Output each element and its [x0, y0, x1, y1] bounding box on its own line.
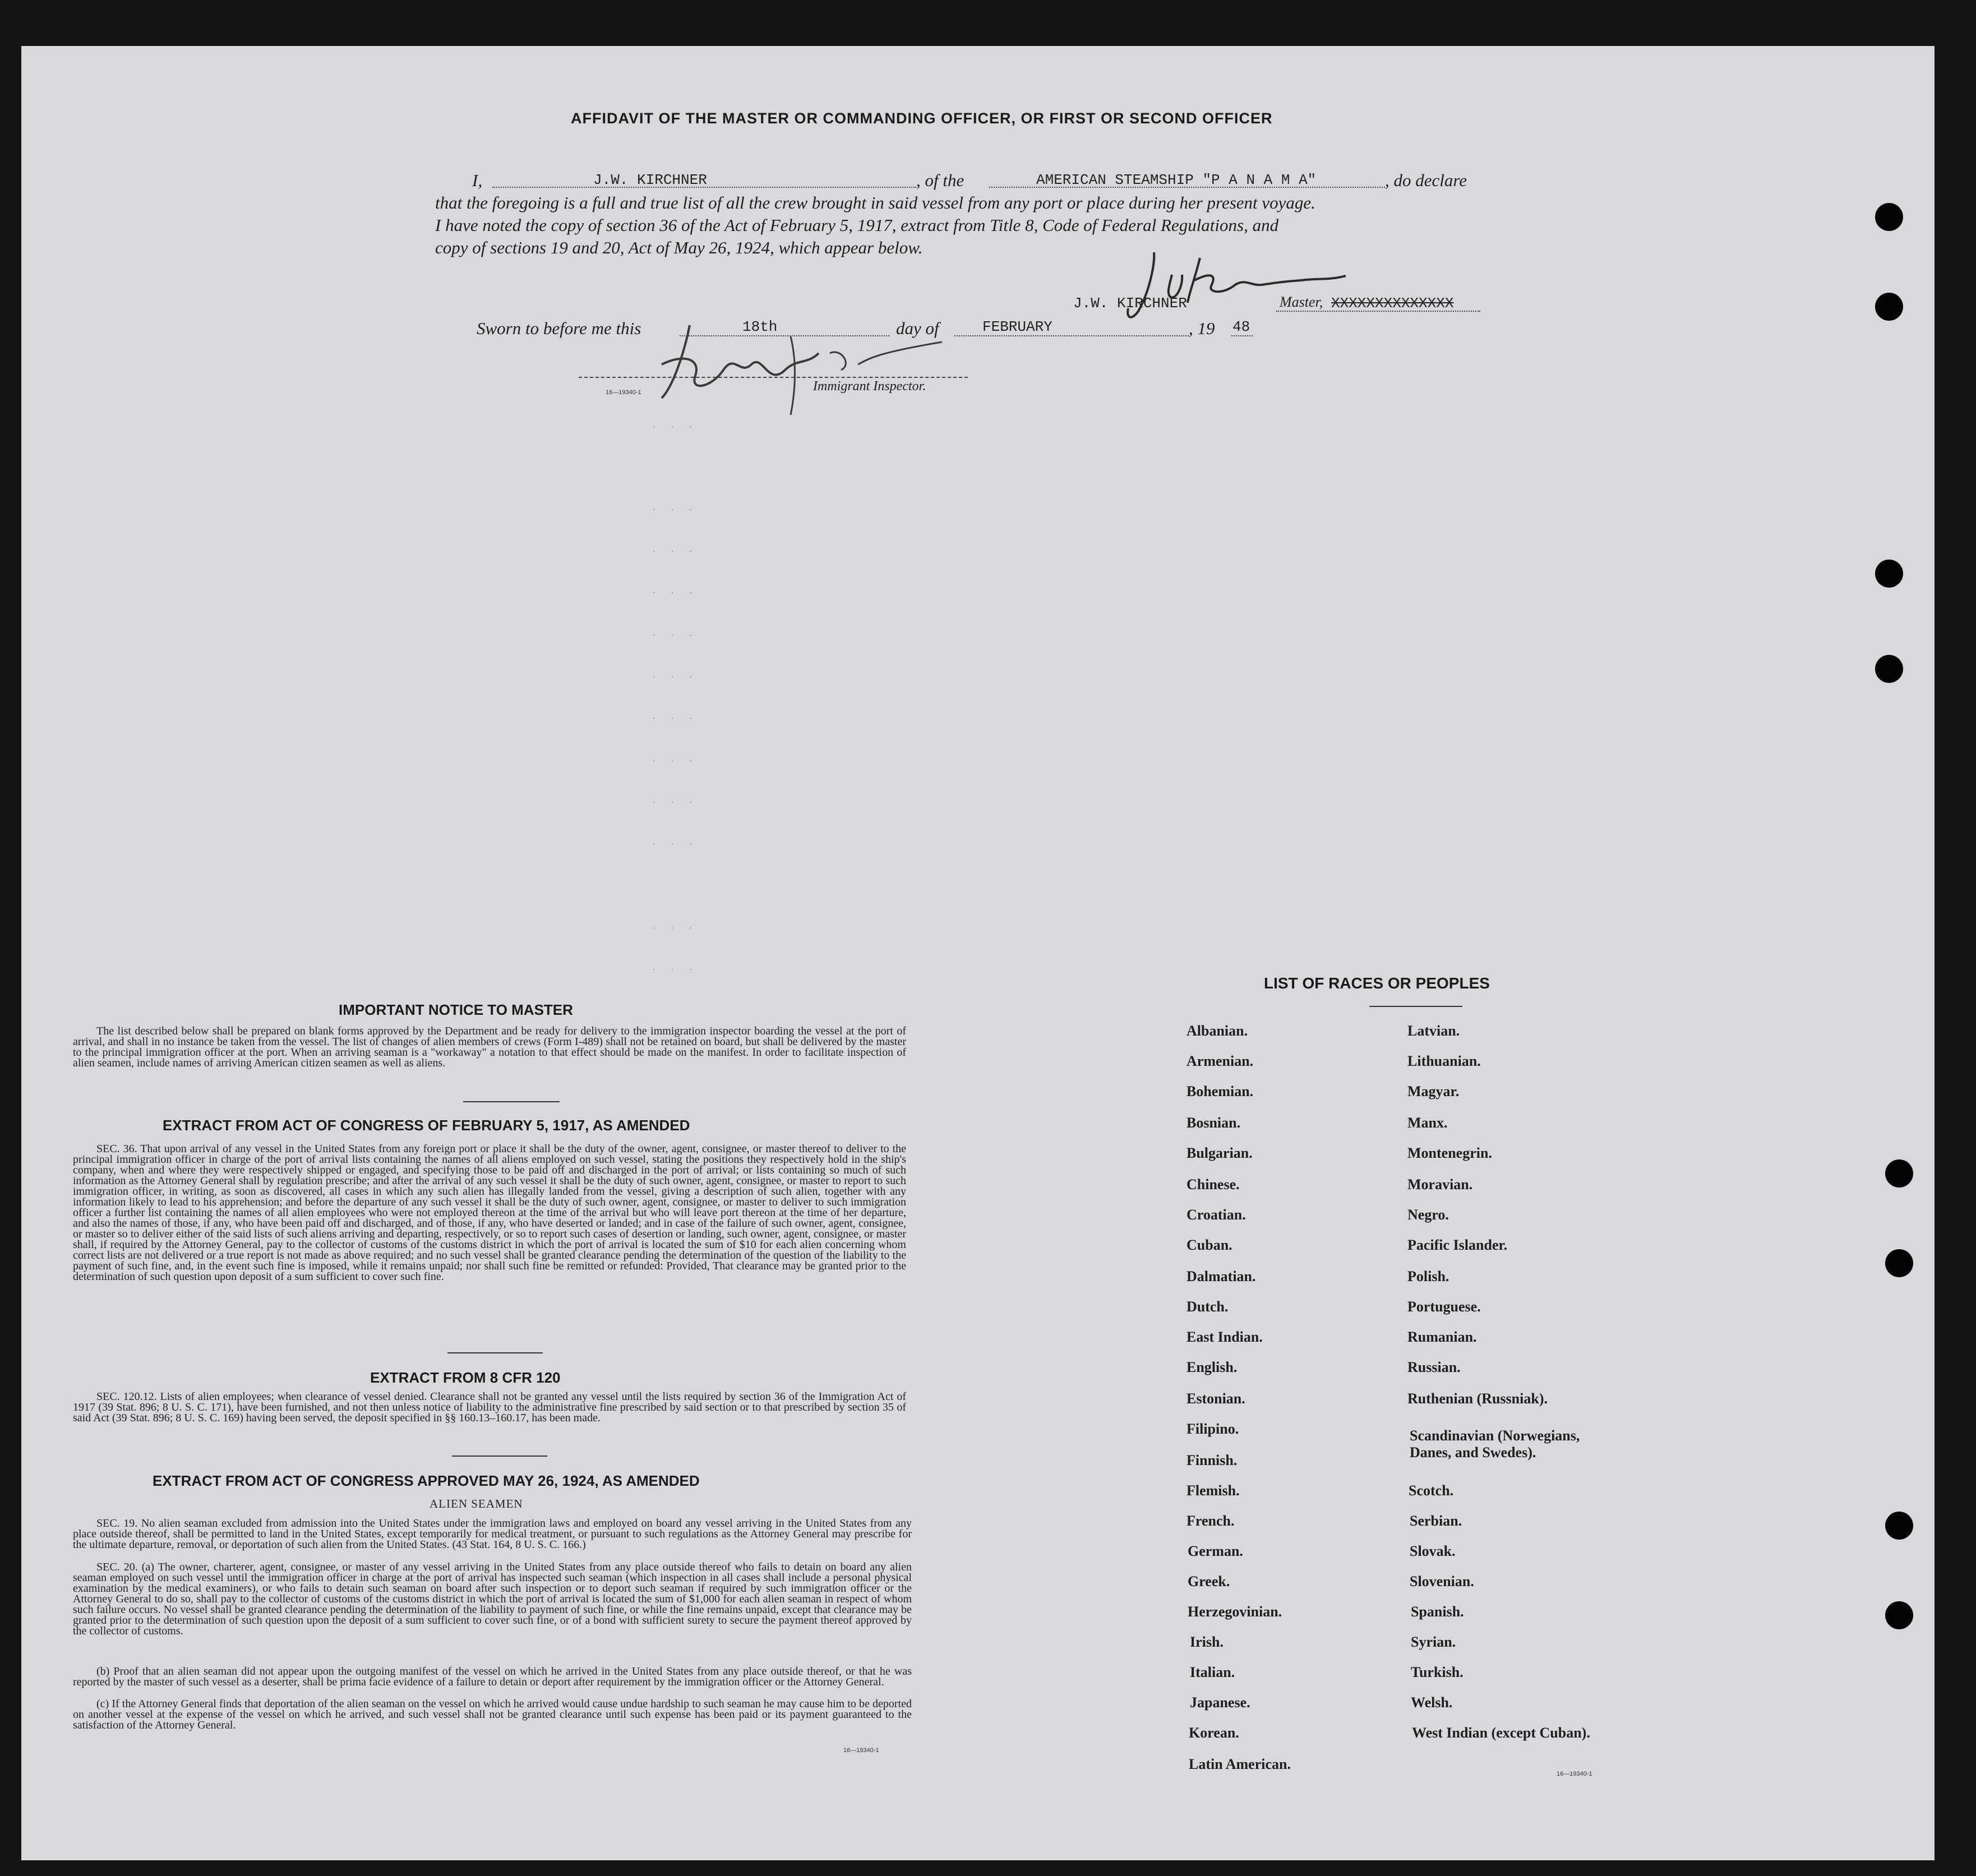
do-declare-label: , do declare — [1385, 170, 1467, 190]
race-item: Korean. — [1189, 1725, 1239, 1741]
dot-mark: · · · — [653, 505, 699, 514]
month-underline — [954, 335, 1189, 336]
races-divider — [1369, 1006, 1462, 1007]
struck-officer-title: XXXXXXXXXXXXXX — [1331, 295, 1454, 312]
notice-text: The list described below shall be prepared on blank forms approved by the Department and be ready for delivery to the immigration inspector boarding the vessel at the port of arrival, and shall in no instance be taken from the vessel. The list of changes of alien members of crews (Form I-489) shall not be retained on board, but shall be delivered by the master to the principal immigration officer at the port. When an arriving seaman is a "workaway" a notation to that effect should be made on the manifest. In order to facilitate inspection of alien seamen, include names of arriving American citizen seamen as well as aliens. — [73, 1025, 906, 1069]
race-item: Bosnian. — [1186, 1115, 1241, 1131]
inspector-signature — [628, 303, 987, 426]
affidavit-line-2: that the foregoing is a full and true list of all the crew brought in said vessel from any port or place during her present voyage. — [435, 193, 1315, 212]
inspector-label: Immigrant Inspector. — [813, 379, 926, 394]
race-item: Bulgarian. — [1186, 1145, 1253, 1161]
sec20a-text: SEC. 20. (a) The owner, charterer, agent, consignee, or master of any vessel arriving in the United States from any place outside thereof who fails to detain on board any alien seaman employed on such vessel until the immigration officer in charge at the port of arrival has inspected such seaman (which inspection in all cases shall include a personal physical examination by the medical examiners), or who fails to detain such seaman on board after such inspection or to deport such seaman if required by such immigration officer or the Attorney General to do so, shall pay to the collector of customs of the customs district in which the port of arrival is located the sum of $1,000 for each alien seaman in respect of whom such failure occurs. No vessel shall be granted clearance pending the determination of the liability to payment of such fine, or while the fine remains unpaid, except that clearance may be granted prior to the determination of such question upon the deposit of a sum sufficient to cover such fine, or of a bond with sufficient surety to secure the payment thereof approved by the collector of customs. — [73, 1561, 912, 1637]
race-item: Flemish. — [1186, 1482, 1240, 1499]
race-item: Dalmatian. — [1186, 1268, 1256, 1284]
punch-hole — [1885, 1512, 1913, 1540]
race-item: Negro. — [1407, 1207, 1449, 1223]
race-item: Welsh. — [1411, 1694, 1453, 1711]
race-item: Moravian. — [1407, 1176, 1473, 1193]
race-item: Syrian. — [1411, 1634, 1456, 1650]
race-item: Latin American. — [1189, 1756, 1291, 1772]
race-item: Ruthenian (Russniak). — [1407, 1390, 1548, 1407]
affidavit-line-3: I have noted the copy of section 36 of the Act of February 5, 1917, extract from Title 8, Code of Federal Regulations, and — [435, 215, 1279, 235]
race-item: Albanian. — [1186, 1023, 1248, 1039]
form-number-top: 16—19340-1 — [606, 389, 641, 396]
race-item: Dutch. — [1186, 1299, 1229, 1315]
inspector-underline — [579, 377, 968, 378]
race-item: Polish. — [1407, 1268, 1449, 1284]
form-number-right: 16—19340-1 — [1557, 1771, 1592, 1777]
race-item: Finnish. — [1186, 1452, 1238, 1468]
dot-mark: · · · — [653, 672, 699, 681]
section-divider — [463, 1101, 560, 1102]
race-item: Rumanian. — [1407, 1329, 1477, 1345]
dot-mark: · · · — [653, 839, 699, 848]
race-item: French. — [1186, 1513, 1235, 1529]
sec20b-text: (b) Proof that an alien seaman did not appear upon the outgoing manifest of the vessel on which he arrived in the United States from any place outside thereof, or that he was reported by the master of such vessel as a deserter, shall be prima facie evidence of a failure to detain or deport after requirement by the immigration officer or the Attorney General. — [73, 1665, 912, 1688]
race-item: Scotch. — [1409, 1482, 1454, 1499]
affidavit-line-4: copy of sections 19 and 20, Act of May 26, 1924, which appear below. — [435, 238, 923, 257]
section-divider — [452, 1455, 547, 1457]
sec20c-text: (c) If the Attorney General finds that deportation of the alien seaman on the vessel on which he arrived would cause undue hardship to such seaman he may cause him to be deported on another vessel at the expense of the vessel on which he arrived, and such vessel shall not be granted clearance until such expense has been paid or its payment guaranteed to the satisfaction of the Attorney General. — [73, 1698, 912, 1731]
punch-hole — [1885, 1249, 1913, 1277]
race-item: Manx. — [1407, 1115, 1448, 1131]
race-item: Estonian. — [1186, 1390, 1245, 1407]
day-of-label: day of — [896, 318, 939, 338]
races-title: LIST OF RACES OR PEOPLES — [1264, 974, 1490, 992]
race-item: Russian. — [1407, 1359, 1461, 1375]
punch-hole — [1875, 203, 1903, 231]
race-item: East Indian. — [1186, 1329, 1263, 1345]
race-item: Filipino. — [1186, 1421, 1239, 1437]
race-item: Portuguese. — [1407, 1299, 1481, 1315]
of-the-label: , of the — [916, 170, 964, 190]
race-item: Italian. — [1190, 1664, 1235, 1680]
master-label: Master, — [1280, 294, 1323, 310]
race-item: German. — [1188, 1543, 1243, 1559]
signer-typed-name: J.W. KIRCHNER — [1073, 295, 1187, 312]
punch-hole — [1875, 293, 1903, 321]
race-item: Spanish. — [1411, 1604, 1464, 1620]
race-item: Magyar. — [1407, 1083, 1460, 1099]
dot-mark: · · · — [653, 588, 699, 597]
race-item: Cuban. — [1186, 1237, 1232, 1253]
vessel-name: AMERICAN STEAMSHIP "P A N A M A" — [1036, 172, 1317, 188]
master-name: J.W. KIRCHNER — [593, 172, 707, 188]
sworn-day: 18th — [742, 318, 778, 335]
extract-1917-text: SEC. 36. That upon arrival of any vessel in the United States from any foreign port or place it shall be the duty of the owner, agent, consignee, or master thereof to deliver to the principal immigration officer in charge of the port of arrival lists containing the names of all aliens employed on such vessel, stating the positions they respectively hold in the ship's company, when and where they were respectively shipped or engaged, and specifying those to be paid off and discharged in the port of arrival; or lists containing so much of such information as the Attorney General shall by regulation prescribe; and after the arrival of any such vessel it shall be the duty of such owner, agent, consignee, or master to report to such immigration officer, in writing, as soon as discovered, all cases in which any such alien has illegally landed from the vessel, giving a description of such alien, together with any information likely to lead to his apprehension; and before the departure of any such vessel it shall be the duty of such owner, agent, consignee, or master to deliver to such immigration officer a further list containing the names of all alien employees who were not employed thereon at the time of the arrival but who will leave port thereon at the time of her departure, and also the names of those, if any, who have been paid off and discharged, and of those, if any, who have deserted or landed; and in case of the failure of such owner, agent, consignee, or master so to deliver either of the said lists of such aliens arriving and departing, respectively, or so to report such cases of desertion or landing, such owner, agent, consignee, or master shall, if required by the Attorney General, pay to the collector of customs of the customs district in which the port of arrival is located the sum of $10 for each alien concerning whom correct lists are not delivered or a true report is not made as above required; and no such vessel shall be granted clearance pending the determination of the question of the liability to the payment of such fine, and, in the event such fine is imposed, while it remains unpaid; nor shall such fine be remitted or refunded: Provided, That clearance may be granted prior to the determination of such question upon deposit of a sum sufficient to cover such fine. — [73, 1143, 906, 1283]
race-item: Croatian. — [1186, 1207, 1246, 1223]
extract-cfr-title: EXTRACT FROM 8 CFR 120 — [370, 1369, 561, 1386]
race-item: Japanese. — [1190, 1694, 1250, 1711]
extract-1917-title: EXTRACT FROM ACT OF CONGRESS OF FEBRUARY 5, 1917, AS AMENDED — [163, 1117, 690, 1134]
race-item: Lithuanian. — [1407, 1053, 1481, 1069]
race-item: Greek. — [1188, 1573, 1230, 1589]
punch-hole — [1875, 560, 1903, 588]
race-item: Irish. — [1190, 1634, 1224, 1650]
notice-title: IMPORTANT NOTICE TO MASTER — [339, 1001, 573, 1018]
race-item: Armenian. — [1186, 1053, 1254, 1069]
race-item: Serbian. — [1410, 1513, 1462, 1529]
master-signature — [1116, 241, 1407, 336]
form-number-left: 16—19340-1 — [843, 1747, 879, 1754]
year-prefix: , 19 — [1189, 318, 1215, 338]
dot-mark: · · · — [653, 546, 699, 555]
punch-hole — [1885, 1601, 1913, 1629]
affidavit-title: AFFIDAVIT OF THE MASTER OR COMMANDING OFFICER, OR FIRST OR SECOND OFFICER — [571, 110, 1273, 127]
dot-mark: · · · — [653, 923, 699, 932]
dot-mark: · · · — [653, 797, 699, 806]
race-item: Scandinavian (Norwegians, — [1410, 1427, 1580, 1444]
dot-mark: · · · — [653, 422, 699, 431]
affidavit-i: I, — [472, 170, 483, 190]
race-item: Slovak. — [1410, 1543, 1456, 1559]
sworn-label: Sworn to before me this — [477, 318, 641, 338]
dot-mark: · · · — [653, 713, 699, 722]
sworn-month: FEBRUARY — [982, 318, 1052, 335]
race-item: Montenegrin. — [1407, 1145, 1492, 1161]
race-item: English. — [1186, 1359, 1238, 1375]
extract-1924-subtitle: ALIEN SEAMEN — [430, 1497, 523, 1510]
year-underline — [1231, 335, 1253, 336]
race-item: Turkish. — [1411, 1664, 1463, 1680]
race-item: Herzegovinian. — [1188, 1604, 1282, 1620]
punch-hole — [1875, 655, 1903, 683]
extract-1924-title: EXTRACT FROM ACT OF CONGRESS APPROVED MAY 26, 1924, AS AMENDED — [153, 1472, 700, 1489]
punch-hole — [1885, 1159, 1913, 1187]
race-item: Latvian. — [1407, 1023, 1460, 1039]
race-item: Bohemian. — [1186, 1083, 1254, 1099]
dot-mark: · · · — [653, 630, 699, 639]
sworn-year: 48 — [1232, 318, 1250, 335]
extract-cfr-text: SEC. 120.12. Lists of alien employees; when clearance of vessel denied. Clearance shall not be granted any vessel until the lists required by section 36 of the Immigration Act of 1917 (39 Stat. 896; 8 U. S. C. 171), have been furnished, and not then unless notice of liability to the administrative fine prescribed by said section or to that prescribed by section 35 of said Act (39 Stat. 896; 8 U. S. C. 169) having been served, the deposit specified in §§ 160.13–160.17, has been made. — [73, 1390, 906, 1424]
race-item: Chinese. — [1186, 1176, 1240, 1193]
sec19-text: SEC. 19. No alien seaman excluded from admission into the United States under the immigration laws and employed on board any vessel arriving in the United States from any place outside thereof, shall be permitted to land in the United States, except temporarily for medical treatment, or pursuant to such regulations as the Attorney General may prescribe for the ultimate departure, removal, or deportation of such alien from the United States. (43 Stat. 164, 8 U. S. C. 166.) — [73, 1517, 912, 1551]
race-item: Danes, and Swedes). — [1410, 1444, 1536, 1461]
dot-mark: · · · — [653, 756, 699, 765]
race-item: West Indian (except Cuban). — [1412, 1725, 1590, 1741]
section-divider — [447, 1352, 543, 1353]
race-item: Slovenian. — [1410, 1573, 1474, 1589]
dot-mark: · · · — [653, 964, 699, 973]
race-item: Pacific Islander. — [1407, 1237, 1508, 1253]
